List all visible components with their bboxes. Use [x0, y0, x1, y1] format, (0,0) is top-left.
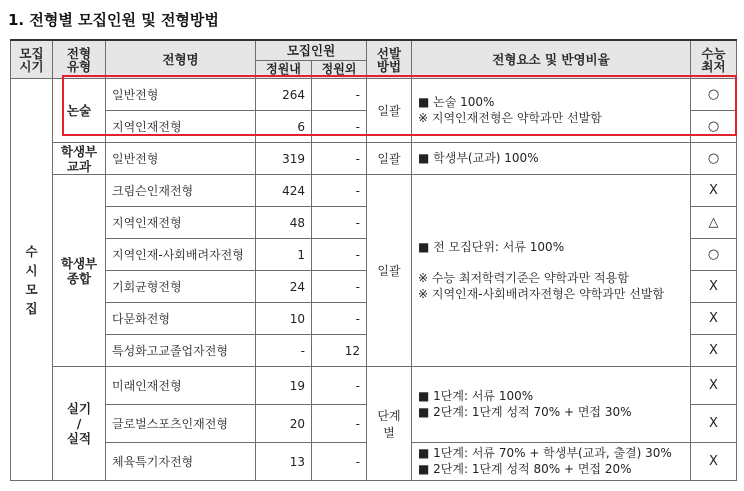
- in-quota-cell: 264: [256, 79, 312, 111]
- header-csat: 수능 최저: [691, 40, 737, 79]
- period-cell: 수 시 모 집: [11, 79, 53, 481]
- criteria-line: ■ 논술 100%: [418, 95, 495, 109]
- type-record-comprehensive: 학생부 종합: [53, 175, 106, 367]
- name-cell: 일반전형: [106, 79, 256, 111]
- method-cell: 일괄: [367, 175, 412, 367]
- name-cell: 체육특기자전형: [106, 443, 256, 481]
- section-title: 1. 전형별 모집인원 및 전형방법: [8, 11, 219, 29]
- criteria-line: ■ 전 모집단위: 서류 100%: [418, 239, 565, 254]
- name-cell: 일반전형: [106, 143, 256, 175]
- out-quota-cell: -: [312, 79, 367, 111]
- name-cell: 특성화고교졸업자전형: [106, 335, 256, 367]
- in-quota-cell: 1: [256, 239, 312, 271]
- criteria-line: ※ 수능 최저학력기준은 약학과만 적용함: [418, 270, 629, 285]
- in-quota-cell: 24: [256, 271, 312, 303]
- name-cell: 미래인재전형: [106, 367, 256, 405]
- csat-cell: ○: [691, 79, 737, 111]
- csat-cell: ○: [691, 143, 737, 175]
- out-quota-cell: -: [312, 207, 367, 239]
- table-row: [11, 79, 737, 111]
- criteria-cell: ■ 학생부(교과) 100%: [412, 143, 691, 175]
- in-quota-cell: -: [256, 335, 312, 367]
- criteria-line: ■ 2단계: 1단계 성적 70% + 면접 30%: [418, 405, 632, 419]
- header-quota: 모집인원: [256, 40, 367, 61]
- in-quota-cell: 13: [256, 443, 312, 481]
- in-quota-cell: 20: [256, 405, 312, 443]
- csat-cell: X: [691, 335, 737, 367]
- name-cell: 크림슨인재전형: [106, 175, 256, 207]
- criteria-cell: [412, 443, 691, 481]
- criteria-line: ※ 지역인재전형은 약학과만 선발함: [418, 111, 602, 125]
- in-quota-cell: 424: [256, 175, 312, 207]
- header-type: 전형 유형: [53, 40, 106, 79]
- criteria-cell: [412, 367, 691, 443]
- method-cell: 일괄: [367, 143, 412, 175]
- in-quota-cell: 319: [256, 143, 312, 175]
- name-cell: 지역인재전형: [106, 207, 256, 239]
- out-quota-cell: -: [312, 443, 367, 481]
- csat-cell: △: [691, 207, 737, 239]
- criteria-line: ■ 1단계: 서류 100%: [418, 389, 534, 403]
- table-row: [11, 175, 737, 207]
- header-period: 모집 시기: [11, 40, 53, 79]
- admission-table: [10, 39, 737, 481]
- name-cell: 지역인재전형: [106, 111, 256, 143]
- csat-cell: X: [691, 271, 737, 303]
- out-quota-cell: -: [312, 367, 367, 405]
- criteria-line: ※ 지역인재-사회배려자전형은 약학과만 선발함: [418, 286, 665, 301]
- out-quota-cell: -: [312, 405, 367, 443]
- in-quota-cell: 6: [256, 111, 312, 143]
- csat-cell: ○: [691, 239, 737, 271]
- out-quota-cell: -: [312, 111, 367, 143]
- criteria-line: ■ 2단계: 1단계 성적 80% + 면접 20%: [418, 462, 632, 476]
- header-selection: 선발 방법: [367, 40, 412, 79]
- csat-cell: X: [691, 405, 737, 443]
- method-cell: 일괄: [367, 79, 412, 143]
- criteria-cell: [412, 175, 691, 367]
- method-cell: 단계별: [367, 367, 412, 481]
- out-quota-cell: -: [312, 175, 367, 207]
- out-quota-cell: -: [312, 303, 367, 335]
- criteria-cell: [412, 79, 691, 143]
- csat-cell: X: [691, 367, 737, 405]
- in-quota-cell: 19: [256, 367, 312, 405]
- name-cell: 지역인재-사회배려자전형: [106, 239, 256, 271]
- header-elements: 전형요소 및 반영비율: [412, 40, 691, 79]
- csat-cell: X: [691, 303, 737, 335]
- in-quota-cell: 48: [256, 207, 312, 239]
- out-quota-cell: -: [312, 239, 367, 271]
- csat-cell: X: [691, 443, 737, 481]
- name-cell: 글로벌스포츠인재전형: [106, 405, 256, 443]
- out-quota-cell: -: [312, 143, 367, 175]
- in-quota-cell: 10: [256, 303, 312, 335]
- header-name: 전형명: [106, 40, 256, 79]
- header-out-quota: 정원외: [312, 61, 367, 79]
- name-cell: 다문화전형: [106, 303, 256, 335]
- header-in-quota: 정원내: [256, 61, 312, 79]
- table-row: [11, 367, 737, 405]
- csat-cell: X: [691, 175, 737, 207]
- out-quota-cell: 12: [312, 335, 367, 367]
- name-cell: 기회균형전형: [106, 271, 256, 303]
- table-row: [11, 143, 737, 175]
- out-quota-cell: -: [312, 271, 367, 303]
- type-essay: 논술: [53, 79, 106, 143]
- csat-cell: ○: [691, 111, 737, 143]
- type-practical: 실기 / 실적: [53, 367, 106, 481]
- type-record-subject: 학생부 교과: [53, 143, 106, 175]
- criteria-line: ■ 1단계: 서류 70% + 학생부(교과, 출결) 30%: [418, 446, 672, 460]
